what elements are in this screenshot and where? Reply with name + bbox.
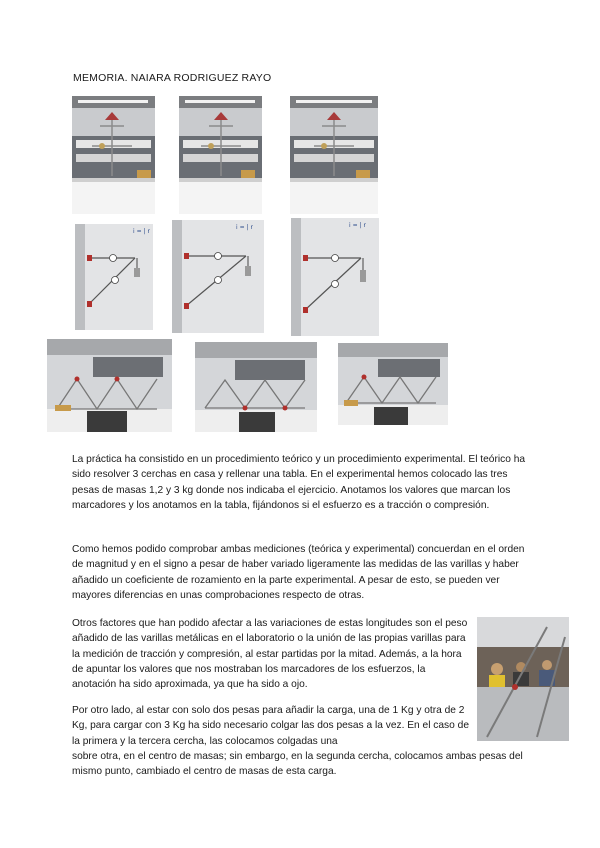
truss-photo-5 [195,342,317,432]
paragraph-procedure: La práctica ha consistido en un procedimiento teórico y un procedimiento experimental. El teórico ha sido resolver 3 cerchas en casa y rellenar una tabla. En el experimental hemos colocado las tres pesas de masas 1,2 y 3 kg donde nos indicaba el ejercicio. Anotamos los valores que marcan los marcadores y los anotamos en la tabla, fijándonos si el esfuerzo es a tracción o compresión. [72,454,526,511]
lab-photo [477,617,569,741]
truss-closeup-2 [172,220,264,333]
truss-closeup-3 [291,218,379,336]
paragraph-comparison: Como hemos podido comprobar ambas mediciones (teórica y experimental) concuerdan en el orden de magnitud y en el signo a pesar de haber variado ligeramente las medidas de las varillas y haber añadido un coeficiente de rozamiento en la parte experimental. A pesar de esto, se pueden ver mayores diferencias en unas comprobaciones respecto de otras. [72,544,525,601]
truss-photo-1 [72,96,155,214]
truss-closeup-1 [75,224,153,330]
svg-text:i = | r: i = | r [236,224,253,231]
truss-photo-2 [179,96,262,214]
paragraph-loads: Por otro lado, al estar con solo dos pesas para añadir la carga, una de 1 Kg y otra de 2 Kg, para cargar con 3 Kg ha sido necesario colgar las dos pesas a la vez. En el caso de la primera y la tercera cercha, las colocamos colgadas una [72,705,469,747]
truss-photo-3 [290,96,378,214]
truss-photo-4 [47,339,172,432]
board-label: i = | r [133,228,150,235]
document-title: MEMORIA. NAIARA RODRIGUEZ RAYO [73,72,272,84]
svg-text:i = | r: i = | r [349,222,366,229]
truss-photo-6 [338,343,448,425]
paragraph-factors: Otros factores que han podido afectar a las variaciones de estas longitudes son el peso añadido de las varillas metálicas en el laboratorio o la unión de las propias varillas para la medición de tracción y compresión, al estar partidas por la mitad. Además, a la hora de apuntar los valores que nos mostraban los marcadores de los esfuerzos, la anotación ha sido aproximada, ya que ha sido a ojo. [72,618,468,691]
paragraph-loads-continued: sobre otra, en el centro de masas; sin embargo, en la segunda cercha, colocamos ambas pesas del mismo punto, cambiado el centro de masas de esta carga. [72,751,523,778]
